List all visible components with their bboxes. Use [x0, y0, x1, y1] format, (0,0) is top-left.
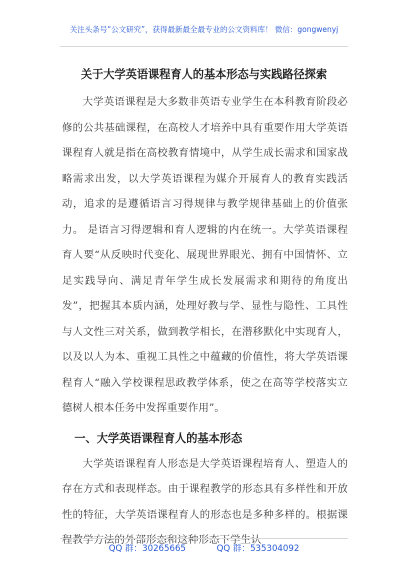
- footer: [0, 542, 408, 554]
- qq-group-2: QQ 群：535304092: [216, 544, 300, 554]
- intro-paragraph: 大学英语课程是大多数非英语专业学生在本科教育阶段必修的公共基础课程，在高校人才培养中具有重要作用大学英语课程育人就是指在高校教育情境中，从学生成长需求和国家战略需求出发，以大学英语课程为媒介开展育人的教育实践活动，追求的是遵循语言习得规律与教学规律基础上的价值张力。 是语言习得逻辑和育人逻辑的内在统一。大学英语课程育人要“从反映时代变化、展现世界眼光、拥有中国情怀、立足实践导向、满足青年学生成长发展需求和期待的角度出发”，把握其本质内涵，处理好教与学、显性与隐性、工具性与人文性三对关系，做到教学相长，在潜移默化中实现育人，以及以人为本、重视工具性之中蕴藏的价值性，将大学英语课程育人“融入学校课程思政教学体系，使之在高等学校落实立德树人根本任务中发挥重要作用”。: [62, 96, 348, 414]
- document-title: 关于大学英语课程育人的基本形态与实践路径探索: [80, 67, 328, 81]
- document-body: [62, 90, 348, 554]
- header-divider: [60, 46, 348, 47]
- section-paragraph: 大学英语课程育人形态是大学英语课程培育人、塑造人的存在方式和表现样态。由于课程教学的形态具有多样性和开放性的特征，大学英语课程育人的形态也是多种多样的。根据课程教学方法的外部形态和这种形态下学生认: [62, 457, 348, 546]
- footer-divider: [60, 538, 348, 539]
- qq-group-1: QQ 群：30265665: [108, 544, 186, 554]
- header-promo-note: 关注头条号“公文研究”，获得最新最全最专业的公文资料库！ 微信：gongwenyj: [69, 25, 339, 34]
- section-heading: 一、大学英语课程育人的基本形态: [74, 430, 243, 445]
